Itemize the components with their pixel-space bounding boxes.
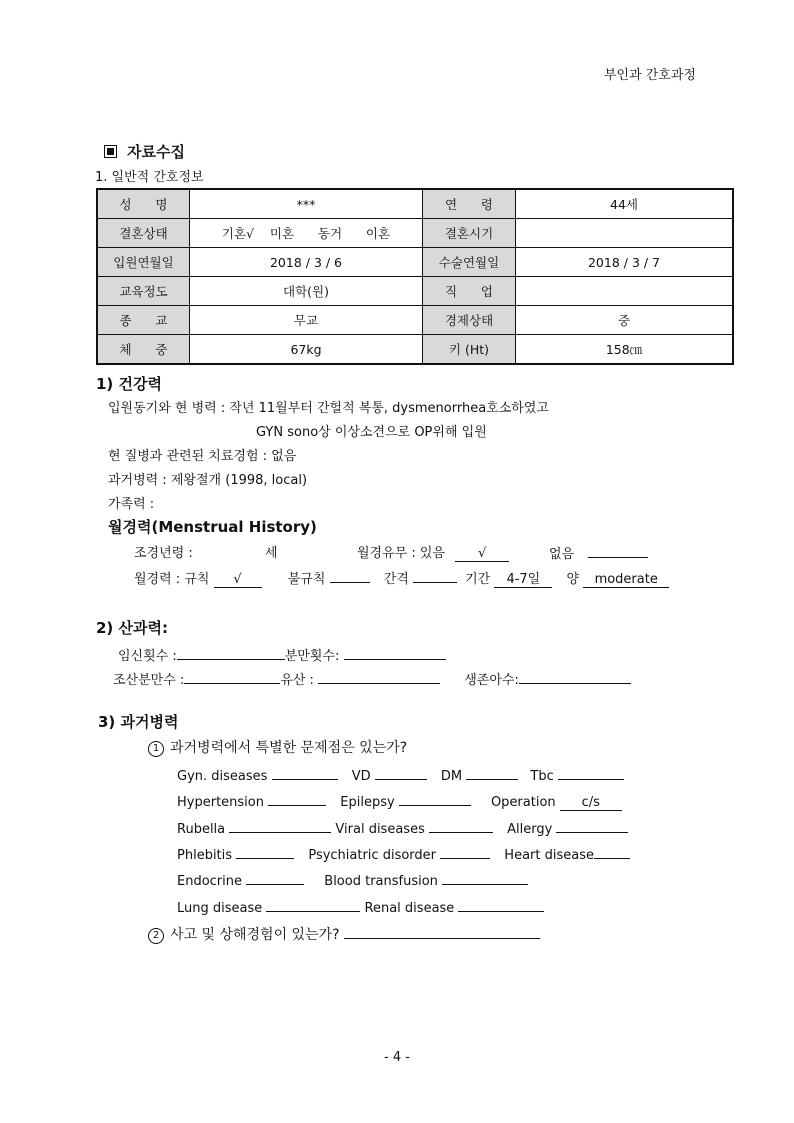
info-label-2: 수술연월일: [423, 248, 516, 277]
amount-field: moderate: [583, 572, 669, 588]
phlebitis-field: [236, 843, 294, 859]
psych-label: Psychiatric disorder: [308, 848, 437, 863]
info-value-2: 2018 / 3 / 7: [516, 248, 734, 277]
operation-label: Operation: [490, 795, 556, 810]
living-label: 생존아수:: [464, 673, 519, 688]
phlebitis-label: Phlebitis: [177, 848, 233, 863]
duration-label: 기간: [465, 572, 491, 587]
menstrual-regularity-line: [134, 567, 669, 588]
tbc-field: [558, 764, 624, 780]
info-label: 결혼상태: [97, 219, 190, 248]
disease-row-3: [177, 817, 628, 837]
lung-field: [266, 896, 360, 912]
lung-label: Lung disease: [177, 901, 263, 916]
info-label: 종 교: [97, 306, 190, 335]
pregnancies-label: 임신횟수 :: [118, 649, 177, 664]
info-value: 2018 / 3 / 6: [190, 248, 423, 277]
preterm-field: [184, 668, 280, 684]
info-row: [97, 306, 733, 335]
question-2-field: [344, 923, 540, 939]
info-value-2: 중: [516, 306, 734, 335]
renal-label: Renal disease: [364, 901, 455, 916]
vd-label: VD: [351, 769, 371, 784]
info-label: 교육정도: [97, 277, 190, 306]
obstetric-heading: 2) 산과력:: [96, 619, 168, 637]
heart-field: [594, 843, 630, 859]
regularity-label: 월경력 : 규칙: [134, 572, 210, 587]
obstetric-line-1: [118, 644, 446, 664]
info-label-2: 직 업: [423, 277, 516, 306]
interval-field: [413, 567, 457, 583]
psych-field: [440, 843, 490, 859]
vd-field: [375, 764, 427, 780]
pregnancies-field: [177, 644, 285, 660]
abortion-field: [318, 668, 440, 684]
presence-no-field: [588, 542, 648, 558]
heart-label: Heart disease: [504, 848, 594, 863]
info-value-2: [516, 277, 734, 306]
allergy-field: [556, 817, 628, 833]
info-value: 대학(원): [190, 277, 423, 306]
general-info-heading: 1. 일반적 간호정보: [95, 170, 204, 185]
family-history: 가족력 :: [108, 497, 155, 512]
question-1: [148, 737, 407, 757]
info-label: 체 중: [97, 335, 190, 365]
regular-field: √: [214, 572, 262, 588]
disease-row-2: [177, 790, 622, 811]
info-value-2: 44세: [516, 189, 734, 219]
info-value-2: 158㎝: [516, 335, 734, 365]
info-label: 성 명: [97, 189, 190, 219]
page-number: - 4 -: [384, 1050, 410, 1065]
tbc-label: Tbc: [530, 769, 554, 784]
deliveries-field: [344, 644, 446, 660]
presence-yes-field: √: [455, 546, 509, 562]
menarche-unit: 세: [265, 546, 278, 561]
menstruation-presence: [357, 542, 509, 562]
allergy-label: Allergy: [507, 822, 553, 837]
living-field: [519, 668, 631, 684]
admission-reason-2: GYN sono상 이상소견으로 OP위해 입원: [256, 425, 487, 440]
treatment-experience: 현 질병과 관련된 치료경험 : 없음: [108, 449, 297, 464]
dm-label: DM: [440, 769, 463, 784]
deliveries-label: 분만횟수:: [284, 649, 340, 664]
info-value: ***: [190, 189, 423, 219]
presence-label: 월경유무 : 있음: [357, 546, 445, 561]
preterm-label: 조산분만수 :: [113, 673, 185, 688]
presence-no: [549, 542, 648, 562]
section-title-text: 자료수집: [127, 143, 185, 161]
info-row: [97, 189, 733, 219]
info-label-2: 키 (Ht): [423, 335, 516, 365]
info-label-2: 경제상태: [423, 306, 516, 335]
hypertension-field: [268, 790, 326, 806]
disease-row-1: [177, 764, 624, 784]
info-row: [97, 335, 733, 365]
admission-reason: 입원동기와 현 병력 : 작년 11월부터 간헐적 복통, dysmenorrhea호소하였고: [108, 401, 549, 416]
disease-row-4: [177, 843, 630, 863]
interval-label: 간격: [383, 572, 409, 587]
question-2: [148, 923, 540, 944]
general-info-table: [96, 188, 734, 365]
info-value: 기혼√ 미혼 동거 이혼: [190, 219, 423, 248]
duration-field: 4-7일: [494, 572, 552, 588]
hypertension-label: Hypertension: [177, 795, 264, 810]
info-label-2: 결혼시기: [423, 219, 516, 248]
info-row: [97, 277, 733, 306]
menstrual-heading: 월경력(Menstrual History): [108, 518, 317, 536]
irregular-field: [330, 567, 370, 583]
info-label: 입원연월일: [97, 248, 190, 277]
info-value-2: [516, 219, 734, 248]
obstetric-line-2: [113, 668, 631, 688]
menarche-label: 조경년령 :: [134, 546, 193, 561]
epilepsy-label: Epilepsy: [340, 795, 395, 810]
abortion-label: 유산 :: [280, 673, 314, 688]
question-2-text: 사고 및 상해경험이 있는가?: [170, 927, 340, 943]
endocrine-label: Endocrine: [177, 874, 242, 889]
presence-no-label: 없음: [549, 547, 575, 562]
section-title: [104, 141, 185, 162]
transfusion-field: [442, 869, 528, 885]
renal-field: [458, 896, 544, 912]
dm-field: [466, 764, 518, 780]
past-medical-heading: 3) 과거병력: [98, 713, 179, 731]
rubella-label: Rubella: [177, 822, 226, 837]
past-history: 과거병력 : 제왕절개 (1998, local): [108, 473, 308, 488]
info-value: 무교: [190, 306, 423, 335]
disease-row-6: [177, 896, 544, 916]
amount-label: 양: [566, 572, 580, 587]
disease-row-5: [177, 869, 528, 889]
question-1-text: 과거병력에서 특별한 문제점은 있는가?: [170, 740, 408, 756]
health-history-heading: 1) 건강력: [96, 375, 162, 393]
info-label-2: 연 령: [423, 189, 516, 219]
viral-label: Viral diseases: [335, 822, 425, 837]
info-row: [97, 219, 733, 248]
number-2-icon: 2: [148, 928, 164, 944]
epilepsy-field: [399, 790, 471, 806]
viral-field: [429, 817, 493, 833]
rubella-field: [229, 817, 331, 833]
endocrine-field: [246, 869, 304, 885]
number-1-icon: 1: [148, 741, 164, 757]
gyn-field: [272, 764, 338, 780]
page-header: 부인과 간호과정: [603, 68, 696, 83]
info-row: [97, 248, 733, 277]
gyn-label: Gyn. diseases: [177, 769, 268, 784]
info-value: 67kg: [190, 335, 423, 365]
operation-field: c/s: [560, 795, 622, 811]
transfusion-label: Blood transfusion: [324, 874, 438, 889]
irregular-label: 불규칙: [287, 572, 326, 587]
checkbox-icon: [104, 145, 117, 158]
